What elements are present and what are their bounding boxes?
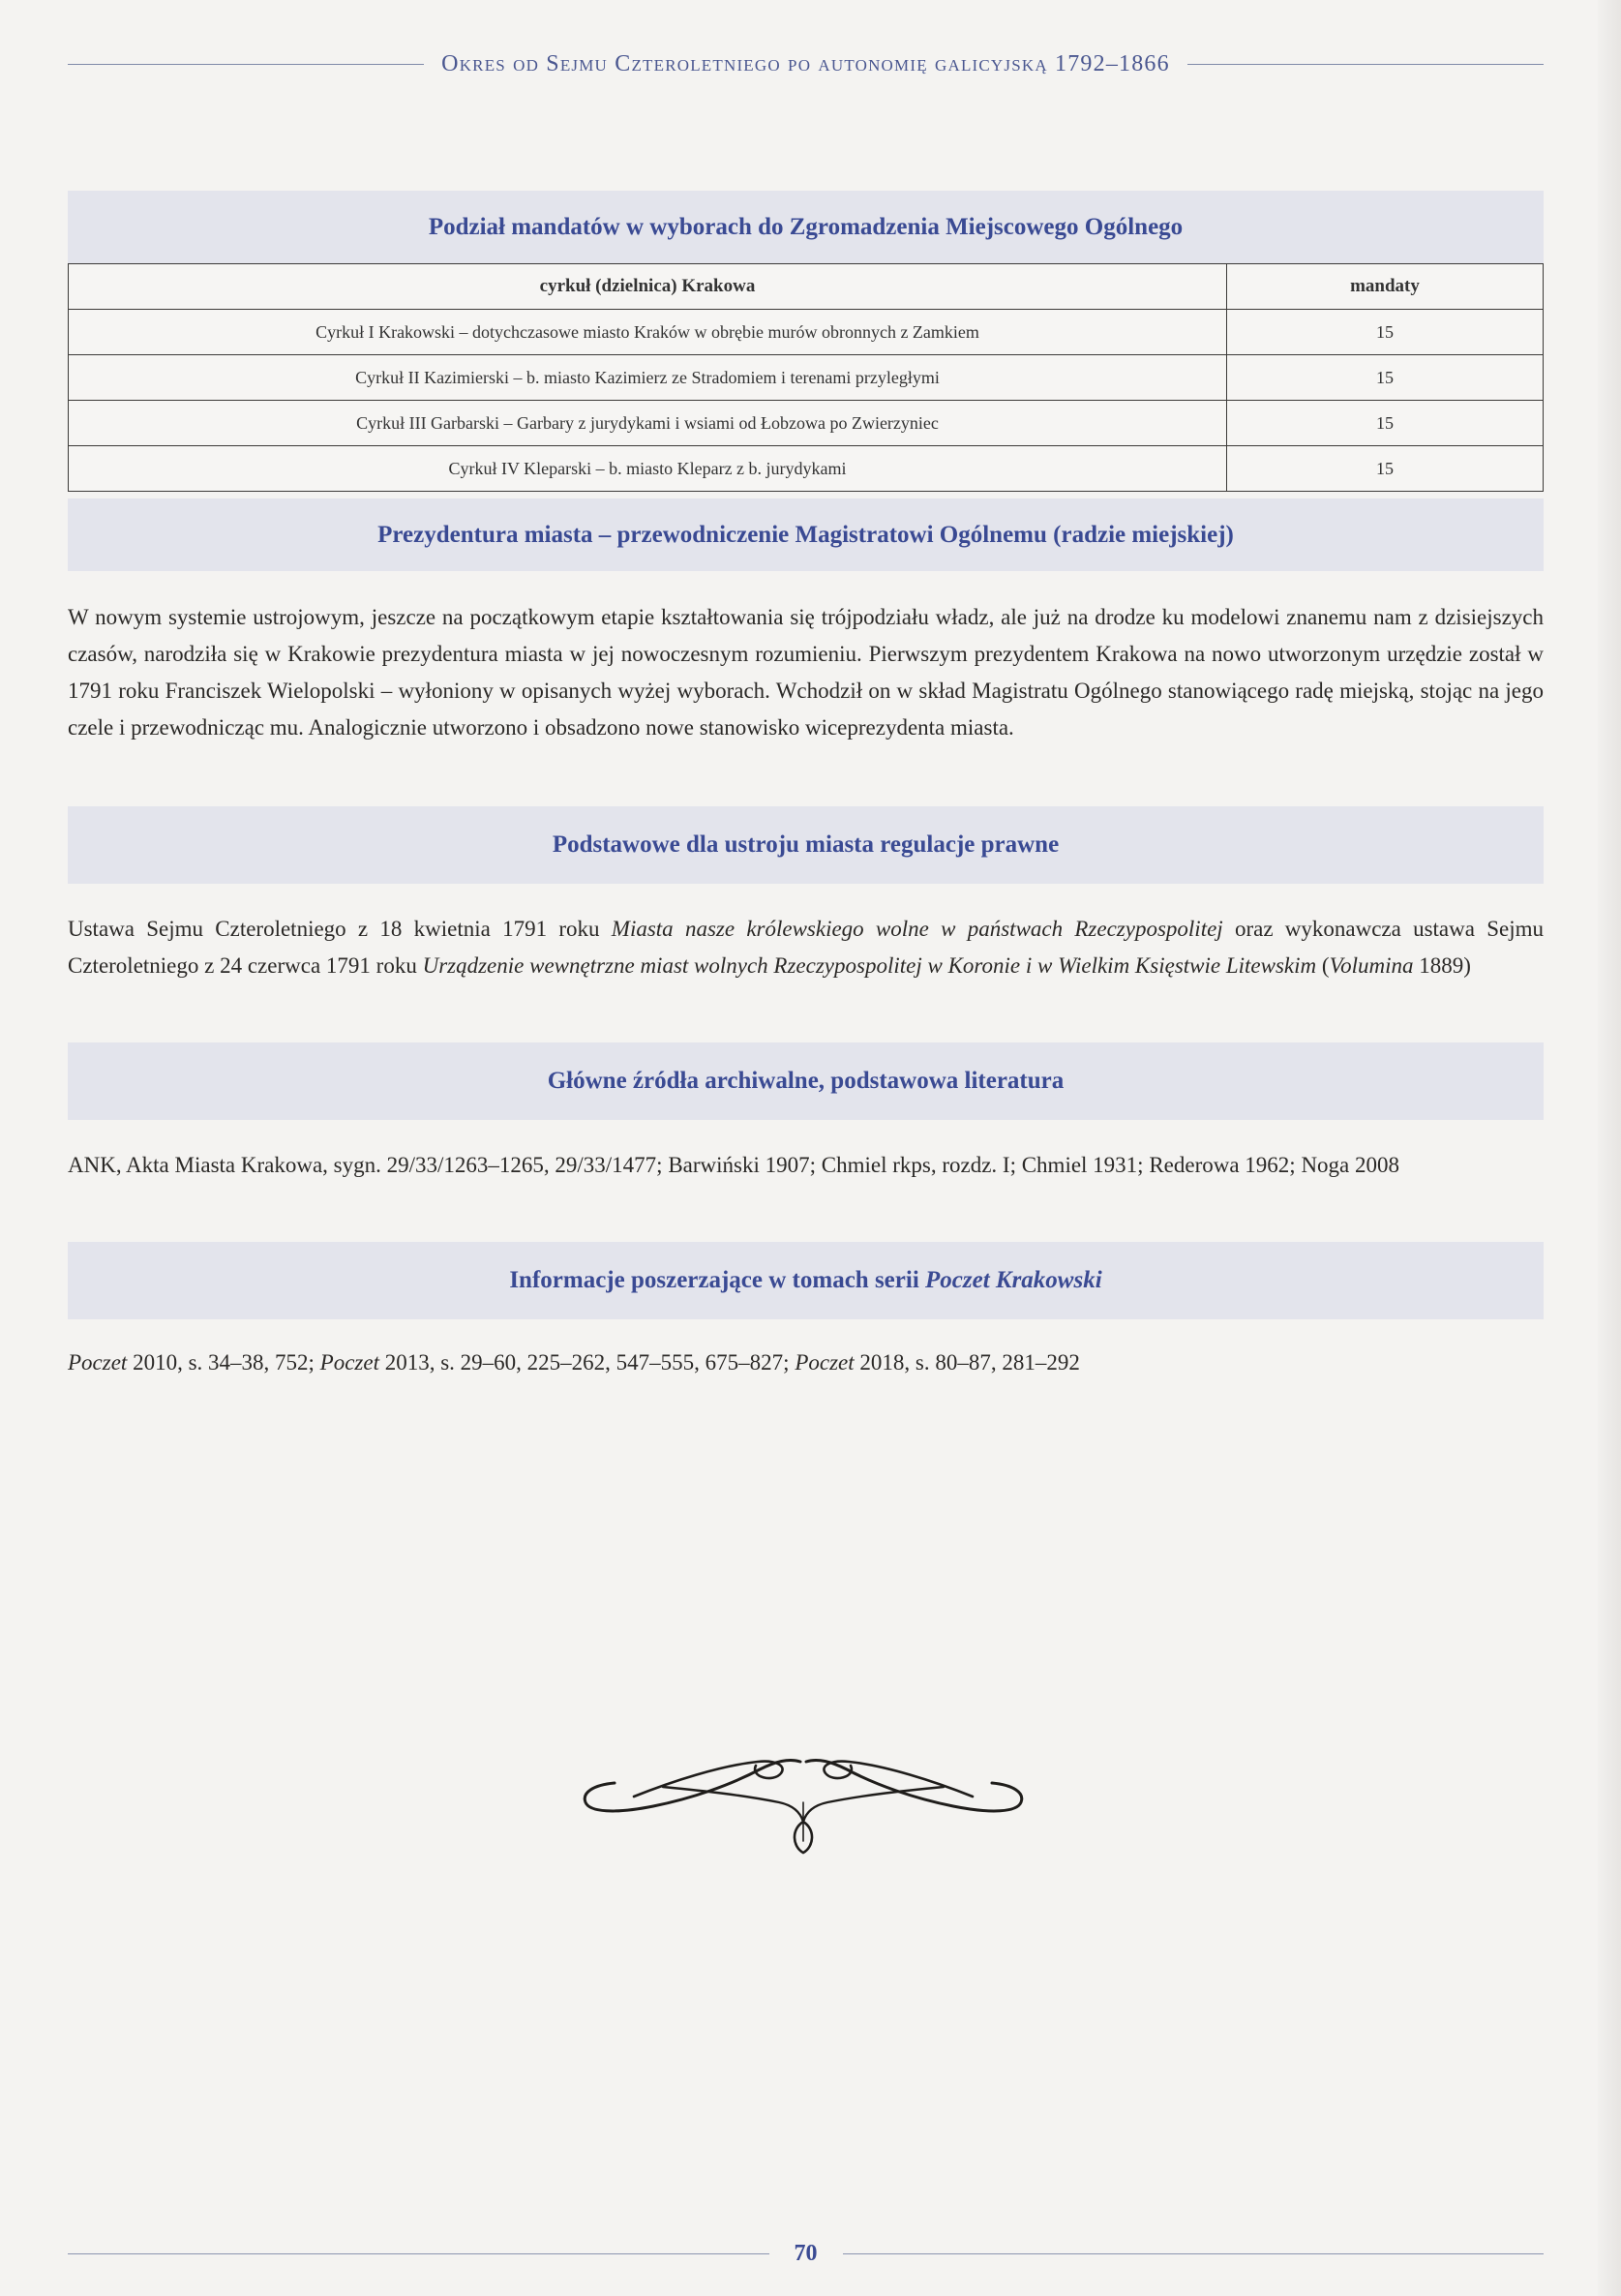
table-row [69, 401, 1544, 446]
section-heading-sources [68, 1042, 1544, 1120]
section-heading-presidency [68, 498, 1544, 571]
sources-paragraph: ANK, Akta Miasta Krakowa, sygn. 29/33/1263–1265, 29/33/1477; Barwiński 1907; Chmiel rkps, rozdz. I; Chmiel 1931; Rederowa 1962; Noga 2008 [68, 1153, 1400, 1177]
further-source-3: Poczet [795, 1350, 855, 1375]
further-pages-3: 2018, s. 80–87, 281–292 [854, 1350, 1080, 1375]
regulations-text-1: Ustawa Sejmu Czteroletniego z 18 kwietnia 1791 roku [68, 917, 612, 941]
sources-title: Główne źródła archiwalne, podstawowa literatura [547, 1068, 1065, 1094]
district-cell: Cyrkuł II Kazimierski – b. miasto Kazimierz ze Stradomiem i terenami przyległymi [69, 355, 1227, 401]
presidency-title: Prezydentura miasta – przewodniczenie Magistratowi Ogólnemu (radzie miejskiej) [377, 521, 1234, 548]
running-header [68, 46, 1544, 81]
table-row [69, 355, 1544, 401]
further-title [509, 1267, 1101, 1294]
table-header-row [69, 264, 1544, 310]
table-header-mandates: mandaty [1227, 264, 1544, 310]
mandates-title: Podział mandatów w wyborach do Zgromadzenia Miejscowego Ogólnego [428, 213, 1184, 240]
further-source-1: Poczet [68, 1350, 128, 1375]
header-rule-left [68, 64, 424, 65]
footer-rule-left [68, 2253, 769, 2254]
further-title-prefix: Informacje poszerzające w tomach serii [509, 1267, 926, 1293]
regulations-act-title-2: Urządzenie wewnętrzne miast wolnych Rzeczypospolitej w Koronie i w Wielkim Księstwie Litewskim [422, 953, 1317, 978]
section-heading-further-reading [68, 1242, 1544, 1319]
mandates-cell: 15 [1227, 355, 1544, 401]
district-cell: Cyrkuł IV Kleparski – b. miasto Kleparz z b. jurydykami [69, 446, 1227, 492]
footer-rule-right [843, 2253, 1545, 2254]
table-row [69, 446, 1544, 492]
further-pages-2: 2013, s. 29–60, 225–262, 547–555, 675–827; [378, 1350, 795, 1375]
presidency-paragraph: W nowym systemie ustrojowym, jeszcze na początkowym etapie kształtowania się trójpodziału władz, ale już na drodze ku modelowi znanemu nam z dzisiejszych czasów, narodziła się w Krakowie prezydentura miasta w jej nowoczesnym rozumieniu. Pierwszym prezydentem Krakowa na nowo utworzonym urzędzie został w 1791 roku Franciszek Wielopolski – wyłoniony w opisanych wyżej wyborach. Wchodził on w skład Magistratu Ogólnego stanowiącego radę miejską, stojąc na jego czele i przewodnicząc mu. Analogicznie utworzono i obsadzono nowe stanowisko wiceprezydenta miasta. [68, 605, 1544, 740]
regulations-text-3: ( [1316, 953, 1330, 978]
mandates-cell: 15 [1227, 446, 1544, 492]
mandates-table [68, 263, 1544, 492]
header-rule-right [1187, 64, 1544, 65]
section-heading-mandates [68, 191, 1544, 263]
section-heading-regulations [68, 806, 1544, 884]
mandates-cell: 15 [1227, 401, 1544, 446]
mandates-cell: 15 [1227, 310, 1544, 355]
regulations-paragraph [68, 911, 1544, 984]
further-title-series: Poczet Krakowski [925, 1267, 1102, 1293]
regulations-act-title-1: Miasta nasze królewskiego wolne w państwach Rzeczypospolitej [611, 917, 1223, 941]
further-source-2: Poczet [319, 1350, 379, 1375]
page-footer [68, 2234, 1544, 2273]
further-pages-1: 2010, s. 34–38, 752; [127, 1350, 320, 1375]
district-cell: Cyrkuł III Garbarski – Garbary z jurydykami i wsiami od Łobzowa po Zwierzyniec [69, 401, 1227, 446]
page-edge-shadow [1598, 0, 1621, 2296]
table-header-district: cyrkuł (dzielnica) Krakowa [69, 264, 1227, 310]
regulations-title: Podstawowe dla ustroju miasta regulacje prawne [552, 831, 1060, 858]
regulations-volumina: Volumina [1329, 953, 1414, 978]
further-reading-paragraph [68, 1344, 1544, 1381]
regulations-text-4: 1889) [1413, 953, 1471, 978]
running-header-text: Okres od Sejmu Czteroletniego po autonomię galicyjską 1792–1866 [441, 50, 1170, 76]
page-number: 70 [794, 2240, 818, 2266]
district-cell: Cyrkuł I Krakowski – dotychczasowe miasto Kraków w obrębie murów obronnych z Zamkiem [69, 310, 1227, 355]
table-row [69, 310, 1544, 355]
scroll-flourish-icon [576, 1733, 1031, 1858]
regulations-text-2: oraz wykonawcza ustawa Sejmu Czteroletniego z 24 czerwca 1791 roku [68, 917, 1545, 978]
